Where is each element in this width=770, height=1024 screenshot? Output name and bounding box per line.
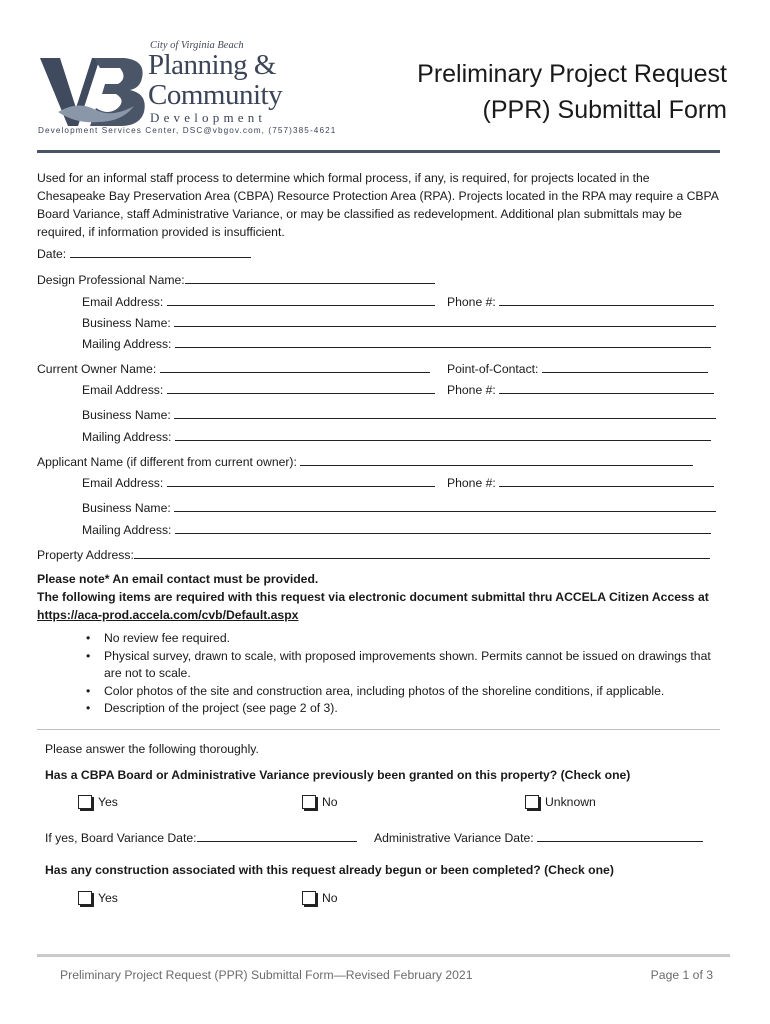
- property-address-row: Property Address:: [37, 547, 710, 562]
- footer-form-name: Preliminary Project Request (PPR) Submittal Form—Revised February 2021: [60, 968, 473, 982]
- design-professional-row: Design Professional Name:: [37, 272, 435, 287]
- owner-mailing-row: Mailing Address:: [82, 429, 711, 444]
- checkbox-icon: [78, 795, 92, 809]
- required-items-note: Please note* An email contact must be provided. The following items are required with this request via electronic document submittal thru ACCELA Citizen Access at https://aca-prod.accela.com/cvb/Default.aspx: [37, 570, 727, 624]
- owner-business-row: Business Name:: [82, 407, 716, 422]
- admin-variance-date-field[interactable]: [537, 830, 703, 842]
- applicant-mailing-row: Mailing Address:: [82, 522, 711, 537]
- list-item: • Physical survey, drawn to scale, with proposed improvements shown. Permits cannot be issued on drawings that are not to scale.: [82, 648, 722, 683]
- current-owner-row: Current Owner Name:: [37, 361, 430, 376]
- owner-email-field[interactable]: [167, 382, 435, 394]
- dp-mailing-field[interactable]: [175, 336, 711, 348]
- checkbox-icon: [302, 891, 316, 905]
- board-variance-date-field[interactable]: [197, 830, 357, 842]
- design-professional-field[interactable]: [185, 272, 435, 284]
- list-item: • Description of the project (see page 2 of 3).: [82, 700, 722, 718]
- checkbox-icon: [302, 795, 316, 809]
- applicant-email-field[interactable]: [167, 475, 435, 487]
- point-of-contact-field[interactable]: [542, 361, 708, 373]
- q1-no-checkbox[interactable]: No: [302, 795, 338, 809]
- page-title: Preliminary Project Request (PPR) Submittal Form: [417, 60, 727, 124]
- dp-phone-row: Phone #:: [447, 294, 714, 309]
- q2-no-checkbox[interactable]: No: [302, 891, 338, 905]
- property-address-field[interactable]: [134, 547, 710, 559]
- logo-city-text: City of Virginia Beach: [150, 40, 244, 51]
- applicant-phone-row: Phone #:: [447, 475, 714, 490]
- owner-business-field[interactable]: [174, 407, 716, 419]
- date-field[interactable]: [70, 246, 251, 258]
- applicant-phone-field[interactable]: [499, 475, 714, 487]
- current-owner-field[interactable]: [160, 361, 430, 373]
- applicant-row: Applicant Name (if different from current owner):: [37, 454, 693, 469]
- owner-phone-field[interactable]: [499, 382, 714, 394]
- list-item: • No review fee required.: [82, 630, 722, 648]
- requirements-list: [82, 630, 722, 718]
- admin-variance-date-row: Administrative Variance Date:: [374, 830, 703, 845]
- list-item: • Color photos of the site and construction area, including photos of the shoreline conditions, if applicable.: [82, 683, 722, 701]
- logo-community-text: Community: [148, 79, 283, 111]
- board-variance-date-row: If yes, Board Variance Date:: [45, 830, 357, 845]
- accela-link[interactable]: https://aca-prod.accela.com/cvb/Default.aspx: [37, 608, 299, 622]
- header-divider: [37, 150, 720, 153]
- dp-email-field[interactable]: [167, 294, 435, 306]
- section-divider: [37, 729, 720, 730]
- point-of-contact-row: Point-of-Contact:: [447, 361, 708, 376]
- dp-mailing-row: Mailing Address:: [82, 336, 711, 351]
- checkbox-icon: [78, 891, 92, 905]
- vb-monogram-icon: [38, 52, 150, 132]
- intro-paragraph: Used for an informal staff process to determine which formal process, if any, is required, for projects located in the Chesapeake Bay Preservation Area (CBPA) Resource Protection Area (RPA). Projects located in the RPA may require a CBPA Board Variance, staff Administrative Variance, or may be classified as redevelopment. Additional plan submittals may be required, if information provided is insufficient.: [37, 171, 719, 239]
- applicant-business-field[interactable]: [174, 500, 716, 512]
- footer-page-number: Page 1 of 3: [650, 968, 713, 982]
- questions-intro: Please answer the following thoroughly.: [45, 742, 259, 756]
- dp-phone-field[interactable]: [499, 294, 714, 306]
- applicant-business-row: Business Name:: [82, 500, 716, 515]
- applicant-email-row: Email Address:: [82, 475, 435, 490]
- vb-logo: [38, 40, 337, 142]
- logo-development-text: Development: [150, 110, 267, 125]
- checkbox-icon: [525, 795, 539, 809]
- applicant-field[interactable]: [300, 454, 693, 466]
- date-row: Date:: [37, 246, 251, 261]
- footer-divider: [37, 954, 730, 957]
- dp-business-row: Business Name:: [82, 315, 716, 330]
- owner-phone-row: Phone #:: [447, 382, 714, 397]
- logo-contact-text: Development Services Center, DSC@vbgov.com, (757)385-4621: [38, 126, 337, 135]
- logo-planning-text: Planning &: [148, 49, 276, 81]
- q1-unknown-checkbox[interactable]: Unknown: [525, 795, 596, 809]
- owner-email-row: Email Address:: [82, 382, 435, 397]
- q2-question: Has any construction associated with this request already begun or been completed? (Check one): [45, 863, 614, 877]
- q1-question: Has a CBPA Board or Administrative Variance previously been granted on this property? (Check one): [45, 768, 631, 782]
- owner-mailing-field[interactable]: [175, 429, 711, 441]
- dp-business-field[interactable]: [174, 315, 716, 327]
- q1-yes-checkbox[interactable]: Yes: [78, 795, 118, 809]
- dp-email-row: Email Address:: [82, 294, 435, 309]
- q2-yes-checkbox[interactable]: Yes: [78, 891, 118, 905]
- applicant-mailing-field[interactable]: [175, 522, 711, 534]
